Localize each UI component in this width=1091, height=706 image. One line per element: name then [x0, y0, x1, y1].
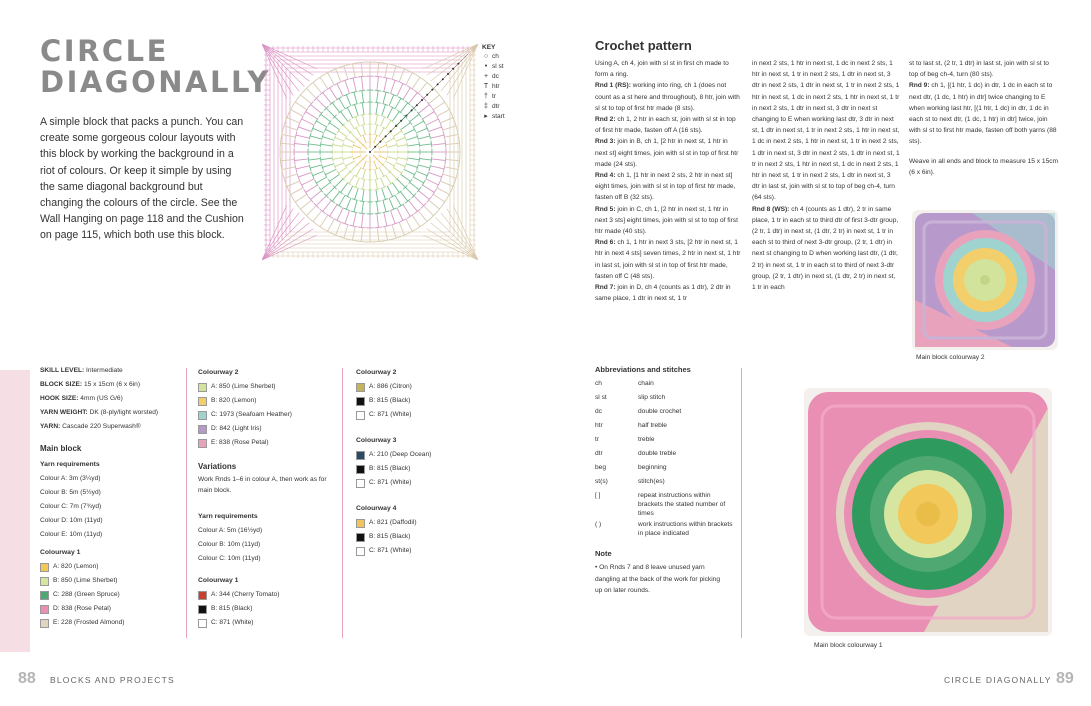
colour-label: B: 820 (Lemon)	[211, 397, 257, 404]
colour-item	[198, 408, 338, 422]
yarn-req-item: Colour C: 7m (7¾yd)	[40, 503, 102, 510]
key-item	[482, 52, 528, 62]
variations-column	[198, 364, 338, 630]
photo-colourway-1	[804, 388, 1052, 636]
colour-item	[356, 408, 496, 422]
variations-cw1-heading: Colourway 1	[198, 577, 239, 584]
key-label: htr	[492, 83, 500, 90]
yarn-req-item: Colour E: 10m (11yd)	[40, 531, 103, 538]
abbreviation-row: st(s) stitch(es)	[595, 478, 665, 485]
colour-swatch	[40, 563, 49, 572]
abbreviation-row: dtr double treble	[595, 450, 677, 457]
abbreviations	[595, 365, 735, 597]
colour-swatch	[356, 451, 365, 460]
colour-item	[198, 422, 338, 436]
colour-swatch	[356, 411, 365, 420]
colour-label: B: 815 (Black)	[369, 397, 411, 404]
colour-label: A: 820 (Lemon)	[53, 563, 99, 570]
key-item	[482, 62, 528, 72]
page-number-right: 89	[1056, 670, 1074, 687]
colour-swatch	[198, 605, 207, 614]
colour-swatch	[40, 605, 49, 614]
colour-swatch	[198, 411, 207, 420]
colour-label: A: 886 (Citron)	[369, 383, 412, 390]
yarn-req-item: Colour B: 10m (11yd)	[198, 541, 261, 548]
abbreviation-row: ch chain	[595, 380, 654, 387]
colour-label: A: 210 (Deep Ocean)	[369, 451, 432, 458]
note-text: • On Rnds 7 and 8 leave unused yarn dangling at the back of the work for picking up on later rounds.	[595, 564, 720, 594]
colour-label: B: 815 (Black)	[369, 465, 411, 472]
key-item	[482, 112, 528, 122]
colour-label: D: 838 (Rose Petal)	[53, 605, 111, 612]
pattern-round: Rnd 8 (WS): ch 4 (counts as 1 dtr), 2 tr in same place, 1 tr in each st to third dtr of first 3-dtr group, (2 tr, 1 dtr) in next st, (1 dtr, 2 tr) in next st, 1 tr in each st to third of next 3-dtr group, (2 tr, 1 dtr) in next st changing to D when working last dtr, (1 dtr, 2 tr) in next st, 1 tr in each st to third of next 3-dtr group, (2 tr, 1 dtr) in next st, (1 dtr, 2 tr) in next st, 1 tr in each	[752, 205, 899, 292]
abbreviation-row: sl st slip stitch	[595, 394, 666, 401]
colour-swatch	[198, 383, 207, 392]
key-symbol-icon: •	[484, 63, 488, 70]
page-title	[40, 36, 271, 98]
colour-swatch	[40, 591, 49, 600]
pattern-round: Rnd 4: ch 1, [1 htr in next 2 sts, 2 htr in next st] eight times, join with sl st in top of first htr made, fasten off B (32 sts).	[595, 172, 736, 202]
key-symbol-icon: †	[484, 93, 488, 100]
pattern-round: Rnd 1 (RS): working into ring, ch 1 (does not count as a st here and throughout), 8 htr, join with sl st to top of first htr made (8 sts).	[595, 82, 740, 112]
pattern-round: Rnd 5: join in C, ch 1, [2 htr in next st, 1 htr in next 3 sts] eight times, join with sl st to top of first htr made (40 sts).	[595, 205, 738, 236]
colour-swatch	[198, 425, 207, 434]
yarn-req-item: Colour A: 3m (3¼yd)	[40, 475, 101, 482]
colour-item	[40, 560, 180, 574]
key-symbol-icon: ‡	[484, 103, 488, 110]
colour-swatch	[356, 479, 365, 488]
colour-label: B: 850 (Lime Sherbet)	[53, 577, 118, 584]
colour-swatch	[356, 533, 365, 542]
abbreviation-row: tr treble	[595, 436, 655, 443]
key-label: dtr	[492, 103, 500, 110]
abbreviation-row: [ ] repeat instructions within brackets the stated number of times	[595, 492, 726, 517]
colour-item	[356, 448, 496, 462]
key-label: dc	[492, 73, 499, 80]
yarn: YARN: Cascade 220 Superwash®	[40, 423, 141, 430]
abbreviations-table	[595, 378, 735, 539]
colour-label: A: 850 (Lime Sherbet)	[211, 383, 276, 390]
colour-item	[198, 616, 338, 630]
yarn-req-item: Colour D: 10m (11yd)	[40, 517, 103, 524]
colour-item	[356, 394, 496, 408]
colour-swatch	[40, 577, 49, 586]
key-label: tr	[492, 93, 496, 100]
pattern-round: Using A, ch 4, join with sl st in first ch made to form a ring.	[595, 60, 729, 79]
colour-item	[198, 380, 338, 394]
col3-cw2-heading: Colourway 2	[356, 369, 397, 376]
colour-swatch	[198, 591, 207, 600]
key-item	[482, 102, 528, 112]
colour-swatch	[198, 619, 207, 628]
colour-item	[198, 394, 338, 408]
colour-label: C: 871 (White)	[369, 547, 412, 554]
yarn-req-item: Colour C: 10m (11yd)	[198, 555, 261, 562]
yarn-req-item: Colour B: 5m (5½yd)	[40, 489, 101, 496]
colour-label: B: 815 (Black)	[369, 533, 411, 540]
colour-label: C: 288 (Green Spruce)	[53, 591, 120, 598]
hook-size: HOOK SIZE: 4mm (US G/6)	[40, 395, 123, 402]
colour-item	[40, 574, 180, 588]
pattern-column-1	[595, 58, 741, 304]
pattern-column-3	[909, 58, 1059, 178]
block-size: BLOCK SIZE: 15 x 15cm (6 x 6in)	[40, 381, 141, 388]
key-label: sl st	[492, 63, 504, 70]
colour-label: E: 228 (Frosted Almond)	[53, 619, 125, 626]
pattern-round: Weave in all ends and block to measure 15 x 15cm (6 x 6in).	[909, 157, 1059, 176]
variations-text: Work Rnds 1–6 in colour A, then work as for main block.	[198, 476, 327, 494]
abbreviation-row: dc double crochet	[595, 408, 682, 415]
colourway-1-heading: Colourway 1	[40, 549, 81, 556]
abbreviation-row: beg beginning	[595, 464, 667, 471]
colour-item	[198, 602, 338, 616]
main-block-heading: Main block	[40, 444, 82, 453]
pattern-round: Rnd 7: join in D, ch 4 (counts as 1 dtr), 2 dtr in same place, 1 dtr in next st, 1 tr	[595, 284, 731, 303]
colour-swatch	[356, 547, 365, 556]
colour-label: A: 821 (Daffodil)	[369, 519, 417, 526]
colour-label: B: 815 (Black)	[211, 605, 253, 612]
crochet-pattern-heading: Crochet pattern	[595, 38, 692, 53]
skill-level: SKILL LEVEL: Intermediate	[40, 367, 123, 374]
footer-left: BLOCKS AND PROJECTS	[50, 675, 175, 685]
key-label: ch	[492, 53, 499, 60]
colour-label: C: 871 (White)	[211, 619, 254, 626]
colour-item	[356, 516, 496, 530]
pattern-round: st to last st, (2 tr, 1 dtr) in last st, join with sl st to top of beg ch-4, turn (80 sts).	[909, 60, 1049, 79]
photo-colourway-2	[912, 210, 1058, 350]
abbreviation-row: ( ) work instructions within brackets in place indicated	[595, 521, 733, 537]
variations-heading: Variations	[198, 462, 237, 471]
key-item	[482, 72, 528, 82]
colourway-2-heading: Colourway 2	[198, 369, 239, 376]
pattern-round: Rnd 3: join in B, ch 1, [2 htr in next st, 1 htr in next st] eight times, join with sl st in top of first htr made (24 sts).	[595, 138, 739, 168]
yarn-req-item: Colour A: 5m (16½yd)	[198, 527, 263, 534]
pattern-round: Rnd 6: ch 1, 1 htr in next 3 sts, [2 htr in next st, 1 htr in next 4 sts] seven times, 2 htr in next st, 1 htr in last st, join with sl st in top of first htr made, fasten off C (48 sts).	[595, 239, 741, 280]
abbreviation-row: htr half treble	[595, 422, 667, 429]
colour-label: C: 871 (White)	[369, 479, 412, 486]
colour-label: A: 344 (Cherry Tomato)	[211, 591, 280, 598]
pattern-column-2	[752, 58, 900, 293]
decorative-strip	[0, 370, 30, 652]
pattern-round: Rnd 2: ch 1, 2 htr in each st, join with sl st in top of first htr made, fasten off A (16 sts).	[595, 116, 736, 135]
crochet-chart	[262, 44, 478, 260]
colour-item	[198, 436, 338, 450]
key-symbol-icon: ○	[483, 53, 489, 60]
colour-item	[40, 616, 180, 630]
pattern-round: Rnd 9: ch 1, [(1 htr, 1 dc) in dtr, 1 dc in each st to next dtr, (1 dc, 1 htr) in dtr] twice changing to E when working last htr, [(1 htr, 1 dc) in dtr, 1 dc in each st to next dtr, (1 dc, 1 htr) in dtr] twice, join with sl st to first htr made, fasten off both yarns (88 sts).	[909, 82, 1057, 146]
colour-item	[356, 462, 496, 476]
colour-item	[198, 588, 338, 602]
specs-column	[40, 364, 180, 630]
page-number-left: 88	[18, 670, 36, 687]
key-item	[482, 92, 528, 102]
colour-item	[356, 544, 496, 558]
caption-colourway-1: Main block colourway 1	[814, 642, 883, 649]
colour-label: C: 1973 (Seafoam Heather)	[211, 411, 292, 418]
colour-swatch	[40, 619, 49, 628]
colour-item	[40, 588, 180, 602]
pattern-round: in next 2 sts, 1 htr in next st, 1 dc in next 2 sts, 1 htr in next st, 1 tr in next 2 sts, 1 dtr in next st, 3 dtr in next 2 sts, 1 dtr in next st, 1 tr in next 2 sts, 1 htr in next st, 1 dc in next 2 sts, 1 htr in next st, 1 tr in next 2 sts, 1 dtr in next st, 3 dtr in next st changing to E when working last dtr, 3 dtr in next st, 1 dtr in next st, 1 tr in next 2 sts, 1 htr in next st, 1 dc in next 2 sts, 1 htr in next st, 1 tr in next 2 sts, 1 dtr in next st, 3 dtr in next 2 sts, 1 dtr in next st, 1 tr in next 2 sts, 1 htr in next st, 1 dc in next 2 sts, 1 htr in next st, 1 tr in next 2 sts, 1 dtr in next st, 3 dtr in last st, join with sl st to top of beg ch-4, turn (64 sts).	[752, 60, 900, 202]
colour-item	[356, 530, 496, 544]
title-line-2: DIAGONALLY	[40, 65, 271, 99]
colour-label: D: 842 (Light Iris)	[211, 425, 262, 432]
yarn-req-heading: Yarn requirements	[40, 461, 100, 468]
caption-colourway-2: Main block colourway 2	[916, 354, 985, 361]
key-item	[482, 82, 528, 92]
colour-swatch	[198, 397, 207, 406]
colour-swatch	[198, 439, 207, 448]
colour-item	[356, 476, 496, 490]
key-symbol-icon: +	[483, 73, 489, 80]
colour-label: C: 871 (White)	[369, 411, 412, 418]
key-title: KEY	[482, 44, 496, 51]
col3-cw3-heading: Colourway 3	[356, 437, 397, 444]
colourways-column	[356, 364, 496, 558]
variations-yarn-heading: Yarn requirements	[198, 513, 258, 520]
colour-swatch	[356, 397, 365, 406]
column-divider	[186, 368, 187, 638]
footer-right: CIRCLE DIAGONALLY	[944, 675, 1052, 685]
column-divider	[342, 368, 343, 638]
note-heading: Note	[595, 549, 612, 558]
colour-label: E: 838 (Rose Petal)	[211, 439, 269, 446]
key-label: start	[492, 113, 505, 120]
abbreviations-heading: Abbreviations and stitches	[595, 365, 691, 374]
col3-cw4-heading: Colourway 4	[356, 505, 397, 512]
intro-paragraph: A simple block that packs a punch. You can create some gorgeous colour layouts with this block by working the background in a riot of colours. Or keep it simple by using the same diagonal background but changing the colours of the circle. See the Wall Hanging on page 118 and the Cushion on page 115, which both use this block.	[40, 116, 244, 242]
colour-swatch	[356, 383, 365, 392]
colour-item	[40, 602, 180, 616]
colour-item	[356, 380, 496, 394]
yarn-weight: YARN WEIGHT: DK (8-ply/light worsted)	[40, 409, 159, 416]
key-symbol-icon: ▸	[484, 113, 488, 120]
colour-swatch	[356, 519, 365, 528]
column-divider	[741, 368, 742, 638]
chart-key	[482, 44, 528, 122]
key-symbol-icon: T	[483, 83, 489, 90]
title-line-1: CIRCLE	[40, 34, 169, 68]
colour-swatch	[356, 465, 365, 474]
